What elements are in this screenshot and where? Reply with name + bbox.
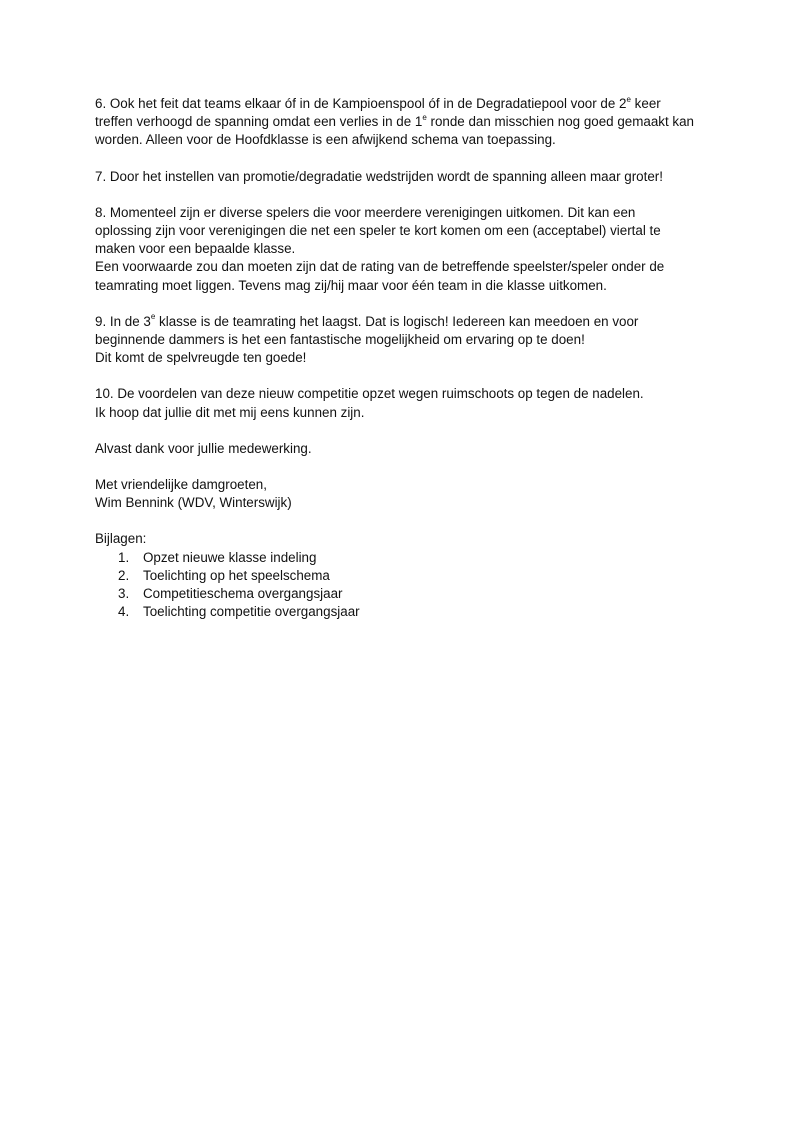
paragraph-9-line-1: [95, 313, 710, 331]
superscript: e: [626, 94, 631, 104]
attachment-item-4: [95, 603, 710, 621]
paragraph-10-line-1: 10. De voordelen van deze nieuw competitie opzet wegen ruimschoots op tegen de nadelen.: [95, 386, 644, 402]
attachment-label: Competitieschema overgangsjaar: [143, 586, 343, 602]
list-number: 4.: [118, 604, 130, 620]
attachment-item-1: [95, 549, 710, 567]
paragraph-8-line-3: maken voor een bepaalde klasse.: [95, 241, 296, 257]
text: 6. Ook het feit dat teams elkaar óf in de Kampioenspool óf in de Degradatiepool voor de 2: [95, 96, 627, 111]
paragraph-7: [95, 168, 710, 186]
attachment-item-3: [95, 585, 710, 603]
paragraph-8-line-4: Een voorwaarde zou dan moeten zijn dat de rating van de betreffende speelster/speler onder de: [95, 259, 665, 275]
paragraph-6-line-2: [95, 113, 710, 131]
paragraph-10: [95, 385, 710, 421]
text: ronde dan misschien nog goed gemaakt kan: [426, 114, 695, 130]
paragraph-6: [95, 95, 710, 150]
paragraph-8-line-5: teamrating moet liggen. Tevens mag zij/hij maar voor één team in die klasse uitkomen.: [95, 277, 607, 293]
superscript: e: [422, 112, 427, 122]
paragraph-9-line-2: beginnende dammers is het een fantastische mogelijkheid om ervaring op te doen!: [95, 332, 585, 348]
attachments-list: [95, 549, 710, 622]
thanks-paragraph: [95, 440, 710, 458]
paragraph-8-line-2: oplossing zijn voor verenigingen die net een speler te kort komen om een (acceptabel) viertal te: [95, 223, 661, 239]
attachment-label: Opzet nieuwe klasse indeling: [143, 549, 317, 565]
paragraph-9: [95, 313, 710, 368]
text: klasse is de teamrating het laagst. Dat is logisch! Iedereen kan meedoen en voor: [155, 313, 639, 329]
paragraph-6-line-3: worden. Alleen voor de Hoofdklasse is een afwijkend schema van toepassing.: [95, 132, 556, 148]
text: treffen verhoogd de spanning omdat een verlies in de 1: [95, 114, 423, 130]
closing-greeting: Met vriendelijke damgroeten,: [95, 477, 267, 493]
paragraph-7-line-1: 7. Door het instellen van promotie/degradatie wedstrijden wordt de spanning alleen maar groter!: [95, 168, 663, 184]
paragraph-8-line-1: 8. Momenteel zijn er diverse spelers die voor meerdere verenigingen uitkomen. Dit kan een: [95, 204, 636, 220]
list-number: 3.: [118, 586, 130, 602]
attachment-label: Toelichting op het speelschema: [143, 567, 330, 583]
list-number: 1.: [118, 549, 130, 565]
closing-paragraph: [95, 476, 710, 512]
attachments-section: [95, 530, 710, 621]
paragraph-6-line-1: [95, 95, 710, 113]
signature-name: Wim Bennink (WDV, Winterswijk): [95, 495, 292, 511]
paragraph-10-line-2: Ik hoop dat jullie dit met mij eens kunnen zijn.: [95, 404, 365, 420]
list-number: 2.: [118, 567, 130, 583]
attachments-heading: Bijlagen:: [95, 531, 147, 547]
text: 9. In de 3: [95, 313, 151, 329]
superscript: e: [150, 312, 156, 322]
document-body: [95, 95, 710, 639]
text: keer: [630, 96, 661, 111]
thanks-line: Alvast dank voor jullie medewerking.: [95, 440, 312, 456]
attachment-item-2: [95, 567, 710, 585]
attachment-label: Toelichting competitie overgangsjaar: [143, 604, 360, 620]
paragraph-8: [95, 204, 710, 295]
paragraph-9-line-3: Dit komt de spelvreugde ten goede!: [95, 350, 307, 366]
